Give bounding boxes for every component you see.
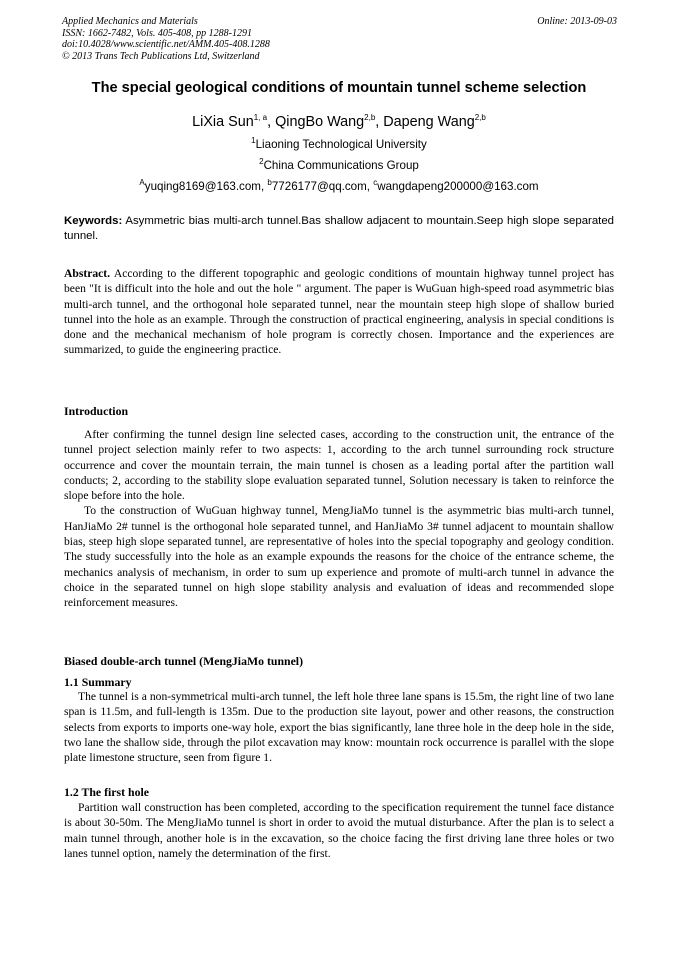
abstract [64,266,614,358]
subsection-heading: 1.2 The first hole [64,785,149,799]
issn-line: ISSN: 1662-7482, Vols. 405-408, pp 1288-1291 [62,27,252,39]
author-separator: , [375,114,384,130]
introduction-heading: Introduction [64,404,129,418]
paragraph: After confirming the tunnel design line selected cases, according to the construction unit, the entrance of the tunnel project selection mainly refer to two aspects: 1, according to the arch tunnel surrounding rock structure occurrence and cover the mountain terrain, the main tunnel is chosen as a leading portal after the partition wall conducts; 2, according to the stability slope evaluation separated tunnel, Solution necessary is taken to reinforce the slope before into the hole. [64,428,614,503]
abstract-label: Abstract. [64,267,111,280]
affiliation-text: Liaoning Technological University [255,138,427,151]
paragraph: The tunnel is a non-symmetrical multi-arch tunnel, the left hole three lane spans is 15.5m, the right line of two lane span is 11.5m, and full-length is 135m. Due to the production site layout, power and other reasons, the construction selects from exports to imports one-way hole, export the bias significantly, lane three hole in the deep hole in the side, two lane the shallow side, through the pilot excavation may know: mountain rock occurrence is parallel with the slope plate limestone structure, seen from figure 1. [64,690,614,765]
summary-body [64,689,614,765]
email-line [40,180,638,193]
copyright-line: © 2013 Trans Tech Publications Ltd, Switzerland [62,50,260,62]
doi-line: doi:10.4028/www.scientific.net/AMM.405-408.1288 [62,39,270,50]
author-name: LiXia Sun [192,114,254,130]
author-affiliation-mark: 1, a [253,113,268,123]
journal-header [62,16,617,62]
affiliation-1 [40,138,638,151]
abstract-text: According to the different topographic and geologic conditions of mountain highway tunnel project has been "It is difficult into the hole and out the hole " argument. The paper is WuGuan high-speed road asymmetric bias multi-arch tunnel, and the orthogonal hole separated tunnel, near the mountain steep high slope of shallow buried tunnel into the hole as an example. Through the construction of practical engineering, analysis in special conditions is done and the mechanical mechanism of hole program is correctly chosen. Importance and the experiences are summarized, to guide the engineering practice. [64,267,614,357]
affiliation-2 [40,159,638,172]
introduction-body [64,427,614,611]
email-link[interactable]: 7726177@qq.com, [271,180,374,193]
first-hole-body [64,800,614,861]
paragraph: Partition wall construction has been completed, according to the specification requirement the tunnel face distance is about 30-50m. The MengJiaMo tunnel is short in order to avoid the mutual disturbance. After the plan is to select a main tunnel through, another hole is in the excavation, so the choice facing the first driving lane three holes or two lanes tunnel option, namely the determination of the first. [64,801,614,860]
affiliation-text: China Communications Group [263,159,419,172]
email-mark: b [267,178,272,188]
email-mark: A [139,178,145,188]
subsection-heading: 1.1 Summary [64,675,132,689]
author-separator: , [267,114,276,130]
author-affiliation-mark: 2,b [474,113,486,123]
keywords-text: Asymmetric bias multi-arch tunnel.Bas shallow adjacent to mountain.Seep high slope separated tunnel. [64,215,614,242]
keywords [64,214,614,244]
email-mark: c [373,178,378,188]
author-name: Dapeng Wang [383,114,475,130]
author-name: QingBo Wang [275,114,365,130]
email-link[interactable]: yuqing8169@163.com, [144,180,268,193]
keywords-label: Keywords: [64,215,123,227]
section-heading: Biased double-arch tunnel (MengJiaMo tunnel) [64,654,304,668]
paper-title: The special geological conditions of mountain tunnel scheme selection [91,80,587,96]
affiliation-mark: 2 [259,157,264,167]
paragraph: To the construction of WuGuan highway tunnel, MengJiaMo tunnel is the asymmetric bias multi-arch tunnel, HanJiaMo 2# tunnel is the orthogonal hole separated tunnel, and HanJiaMo 3# tunnel adjacent to mountain shallow bias, steep high slope separated tunnel, are representative of holes into the special topography and geology condition. The study successfully into the hole as an example expounds the reasons for the choice of the entrance scheme, the mechanics analysis of mechanism, in order to sum up experience and promote of multi-arch tunnel in advance the choice in the separated tunnel on high slope stability analysis and evaluation of ideas and recommended slope reinforcement measures. [64,504,614,610]
journal-name: Applied Mechanics and Materials [62,16,198,27]
author-affiliation-mark: 2,b [364,113,376,123]
author-list [40,114,638,130]
email-link[interactable]: wangdapeng200000@163.com [377,180,539,193]
online-date: Online: 2013-09-03 [537,16,617,27]
affiliation-mark: 1 [251,136,256,146]
